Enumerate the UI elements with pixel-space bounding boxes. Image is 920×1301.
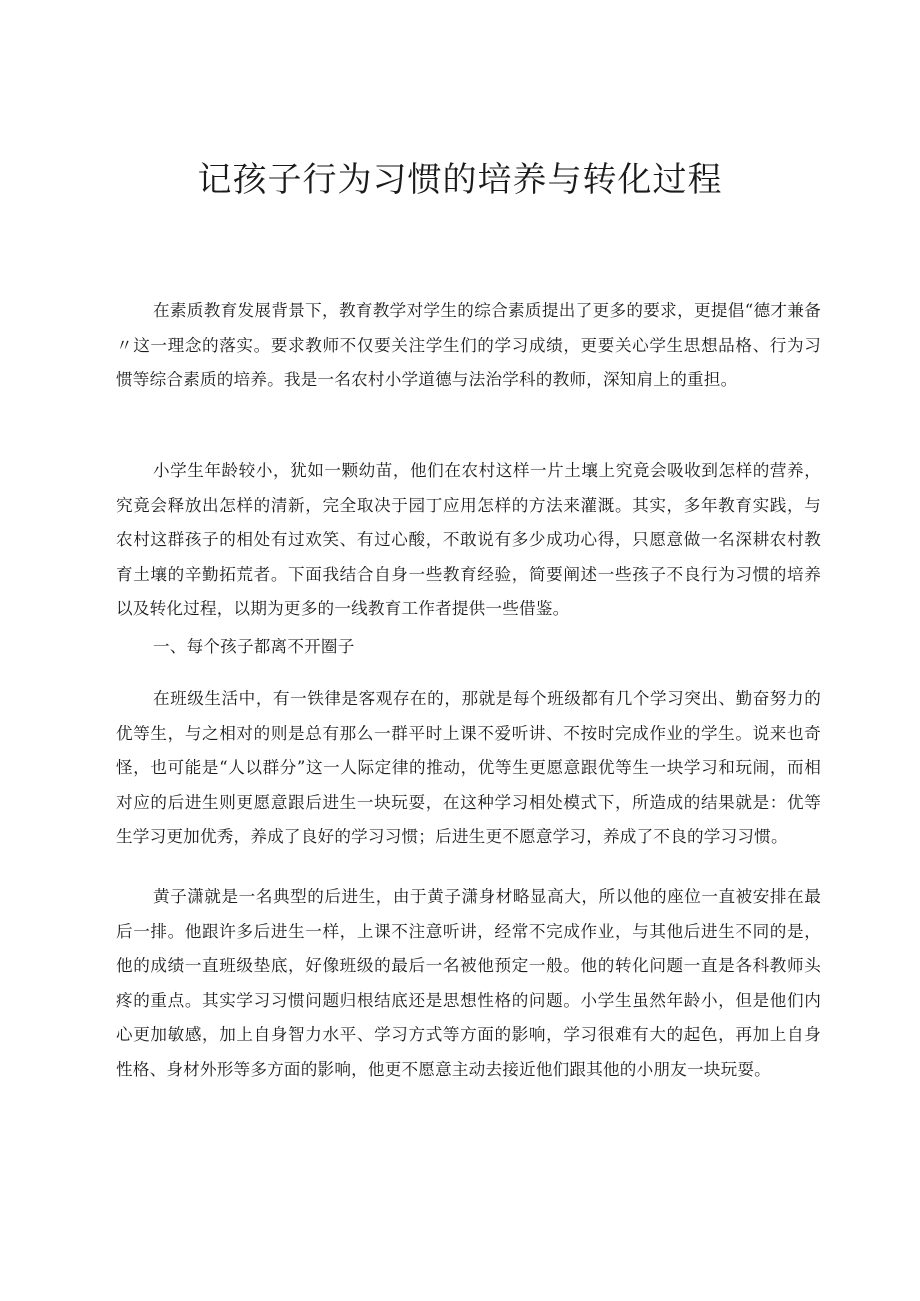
section-paragraph-1: 在班级生活中，有一铁律是客观存在的，那就是每个班级都有几个学习突出、勤奋努力的优等生，与之相对的则是总有那么一群平时上课不爱听讲、不按时完成作业的学生。说来也奇怪，也可能是“人以群分”这一人际定律的推动，优等生更愿意跟优等生一块学习和玩闹，而相对应的后进生则更愿意跟后进生一块玩耍，在这种学习相处模式下，所造成的结果就是：优等生学习更加优秀，养成了良好的学习习惯；后进生更不愿意学习，养成了不良的学习习惯。 [116, 689, 821, 846]
section-heading: 一、每个孩子都离不开圈子 [153, 637, 355, 656]
intro-paragraph-2: 小学生年龄较小，犹如一颗幼苗，他们在农村这样一片土壤上究竟会吸收到怎样的营养，究竟会释放出怎样的清新，完全取决于园丁应用怎样的方法来灌溉。其实，多年教育实践，与农村这群孩子的相处有过欢笑、有过心酸，不敢说有多少成功心得，只愿意做一名深耕农村教育土壤的辛勤拓荒者。下面我结合自身一些教育经验，简要阐述一些孩子不良行为习惯的培养以及转化过程，以期为更多的一线教育工作者提供一些借鉴。 [116, 461, 821, 618]
intro-paragraph-1: 在素质教育发展背景下，教育教学对学生的综合素质提出了更多的要求，更提倡“德才兼备〃这一理念的落实。要求教师不仅要关注学生们的学习成绩，更要关心学生思想品格、行为习惯等综合素质的培养。我是一名农村小学道德与法治学科的教师，深知肩上的重担。 [116, 301, 821, 389]
section-paragraph-2: 黄子潇就是一名典型的后进生，由于黄子潇身材略显高大，所以他的座位一直被安排在最后一排。他跟许多后进生一样，上课不注意听讲，经常不完成作业，与其他后进生不同的是，他的成绩一直班级垫底，好像班级的最后一名被他预定一般。他的转化问题一直是各科教师头疼的重点。其实学习习惯问题归根结底还是思想性格的问题。小学生虽然年龄小，但是他们内心更加敏感，加上自身智力水平、学习方式等方面的影响，学习很难有大的起色，再加上自身性格、身材外形等多方面的影响，他更不愿意主动去接近他们跟其他的小朋友一块玩耍。 [116, 887, 821, 1079]
document-title: 记孩子行为习惯的培养与转化过程 [197, 160, 723, 200]
